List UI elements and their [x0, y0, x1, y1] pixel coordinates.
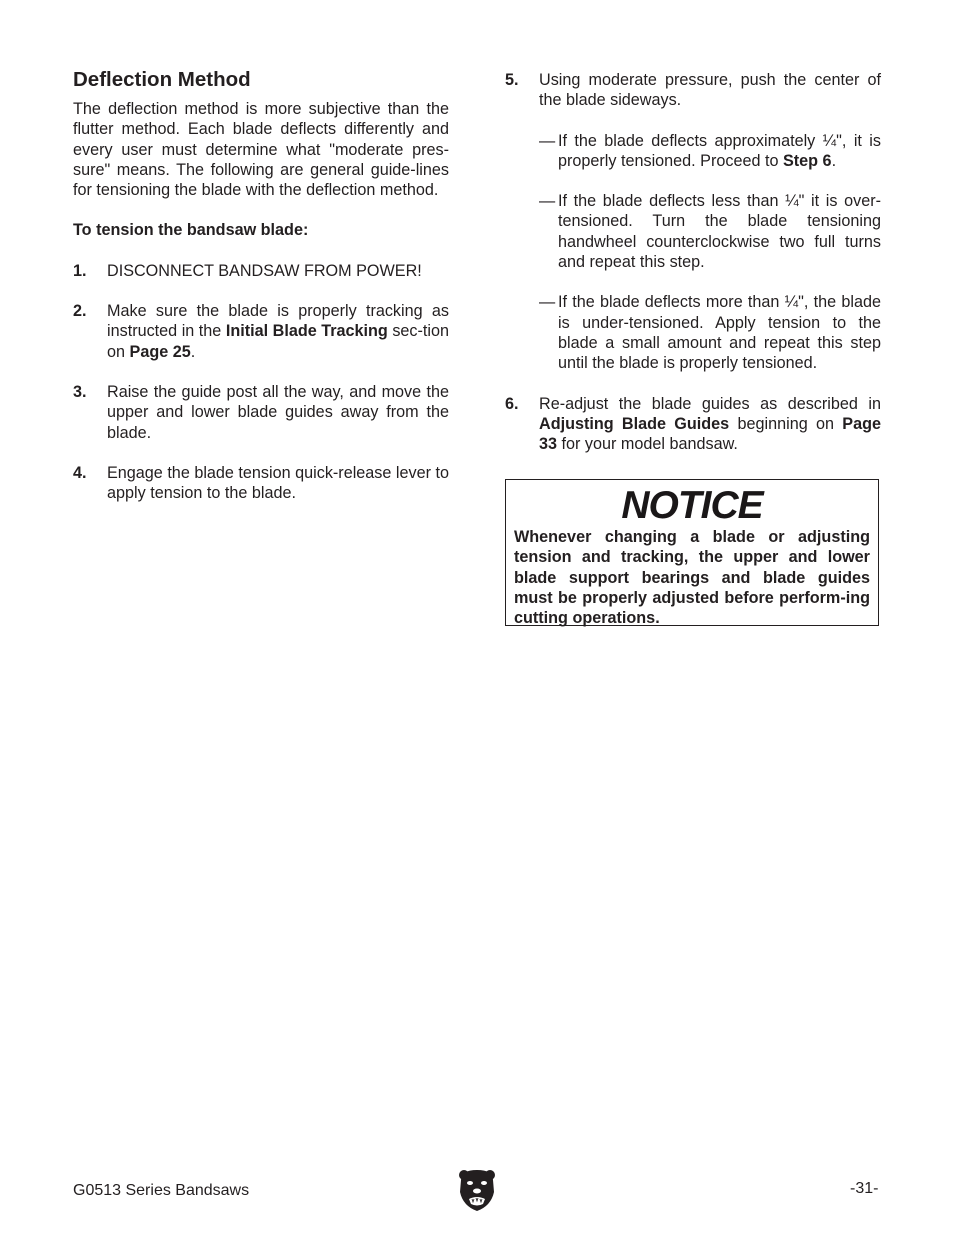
section-reference: Adjusting Blade Guides [539, 414, 730, 433]
page-reference: Page 33 [539, 414, 881, 454]
section-reference: Initial Blade Tracking [225, 322, 388, 341]
section-heading: Deflection Method [73, 68, 251, 91]
bear-logo-icon [457, 1166, 497, 1212]
step-text: Make sure the blade is properly tracking as instructed in the Initial Blade Tracking sec-tion on Page 25. [107, 302, 450, 361]
left-column [73, 68, 449, 503]
step-text: DISCONNECT BANDSAW FROM POWER! [107, 261, 422, 280]
notice-body: Whenever changing a blade or adjusting tension and tracking, the upper and lower blade support bearings and blade guides must be properly adjusted before perform-ing cutting operations. [514, 528, 870, 628]
step-text: Raise the guide post all the way, and move the upper and lower blade guides away from the blade. [107, 382, 449, 442]
notice-title: NOTICE [621, 484, 763, 527]
step-number: 4. [73, 463, 87, 482]
step-text: Re-adjust the blade guides as described in Adjusting Blade Guides beginning on Page 33 for your model bandsaw. [539, 394, 881, 454]
step-reference: Step 6 [782, 151, 832, 170]
step-5 [505, 70, 881, 111]
step-2 [73, 301, 449, 362]
step-3 [73, 382, 449, 443]
step-number: 6. [505, 394, 519, 413]
step-number: 3. [73, 382, 87, 401]
substep-properly-tensioned: — If the blade deflects approximately ¼", it is properly tensioned. Proceed to Step 6. [539, 131, 881, 170]
footer-model: G0513 Series Bandsaws [73, 1182, 250, 1199]
step-text: Using moderate pressure, push the center of the blade sideways. [539, 71, 881, 110]
substep-over-tensioned: — If the blade deflects less than ¼" it is over-tensioned. Turn the blade tensioning handwheel counterclockwise two full turns and repeat this step. [539, 192, 881, 272]
intro-paragraph: The deflection method is more subjective than the flutter method. Each blade deflects differently and every user must determine what "moderate pres-sure" means. The following are general guide-lines for tensioning the blade with the deflection method. [73, 100, 449, 200]
page-reference: Page 25 [129, 342, 191, 361]
notice-box [505, 479, 879, 626]
step-number: 5. [505, 71, 519, 89]
step-1 [73, 261, 449, 281]
step-6 [505, 394, 881, 455]
step-text: Engage the blade tension quick-release lever to apply tension to the blade. [107, 463, 449, 503]
substep-under-tensioned: — If the blade deflects more than ¼", the blade is under-tensioned. Apply tension to the blade a small amount and repeat this step until the blade is properly tensioned. [539, 293, 881, 373]
procedure-subheading: To tension the bandsaw blade: [73, 221, 309, 240]
step-4 [73, 463, 449, 504]
step-number: 2. [73, 302, 87, 321]
right-column [505, 70, 881, 454]
page-number: -31- [850, 1180, 879, 1197]
step-number: 1. [73, 261, 87, 280]
